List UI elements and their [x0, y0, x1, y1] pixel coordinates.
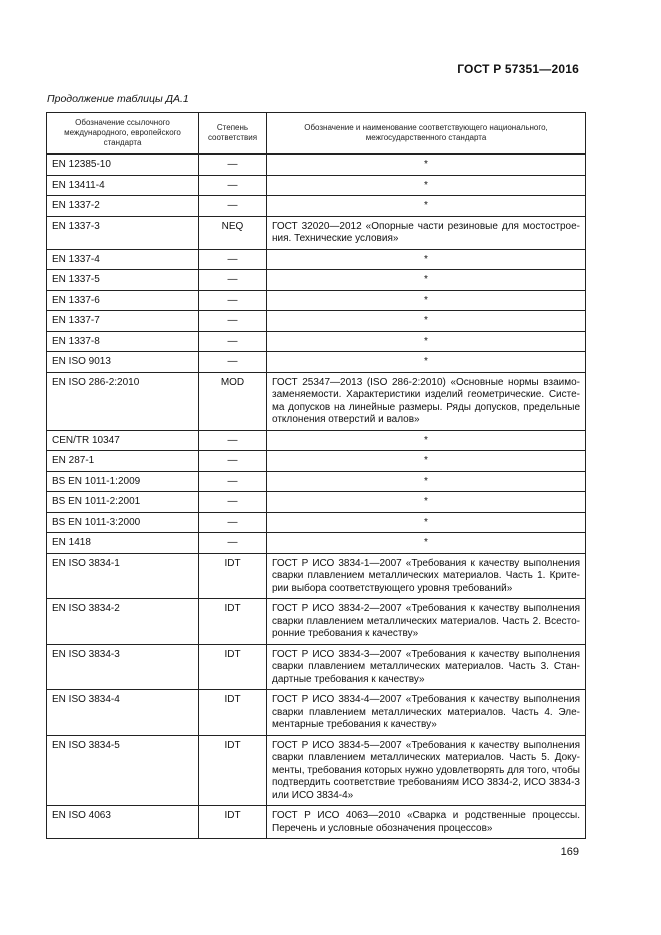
national-standard-cell: *	[267, 290, 586, 311]
table-header-row	[47, 113, 586, 155]
national-standard-cell: *	[267, 533, 586, 554]
reference-standard-cell: EN 1337-7	[47, 311, 199, 332]
reference-standard-cell: EN 13411-4	[47, 175, 199, 196]
table-row	[47, 196, 586, 217]
table-row	[47, 331, 586, 352]
table-row	[47, 430, 586, 451]
reference-standard-cell: CEN/TR 10347	[47, 430, 199, 451]
standards-table	[46, 112, 586, 839]
reference-standard-cell: EN ISO 4063	[47, 806, 199, 839]
reference-standard-cell: EN ISO 9013	[47, 352, 199, 373]
table-row	[47, 249, 586, 270]
national-standard-cell: ГОСТ Р ИСО 3834-4—2007 «Требования к качеству выполнения сварки плавлением металлических материалов. Часть 4. Эле-ментарные требования к качеству»	[267, 690, 586, 736]
table-row	[47, 372, 586, 430]
page-number: 169	[560, 846, 579, 858]
reference-standard-cell: EN 1337-3	[47, 216, 199, 249]
table-row	[47, 154, 586, 175]
table-caption: Продолжение таблицы ДА.1	[47, 93, 189, 105]
table-row	[47, 553, 586, 599]
degree-cell: MOD	[199, 372, 267, 430]
degree-cell: —	[199, 512, 267, 533]
table-row	[47, 492, 586, 513]
national-standard-cell: ГОСТ Р ИСО 3834-2—2007 «Требования к качеству выполнения сварки плавлением металлических материалов. Часть 2. Всесто-ронние требования к качеству»	[267, 599, 586, 645]
national-standard-cell: *	[267, 451, 586, 472]
national-standard-cell: ГОСТ Р ИСО 4063—2010 «Сварка и родственные процессы. Перечень и условные обозначения процессов»	[267, 806, 586, 839]
table-row	[47, 690, 586, 736]
national-standard-cell: *	[267, 270, 586, 291]
table-row	[47, 216, 586, 249]
reference-standard-cell: EN 1337-5	[47, 270, 199, 291]
table-row	[47, 806, 586, 839]
reference-standard-cell: BS EN 1011-1:2009	[47, 471, 199, 492]
national-standard-cell: *	[267, 331, 586, 352]
national-standard-cell: ГОСТ 25347—2013 (ISO 286-2:2010) «Основные нормы взаимо-заменяемости. Характеристики изделий геометрические. Систе-ма допусков на линейные размеры. Ряды допусков, предельные отклонения отверстий и валов»	[267, 372, 586, 430]
table-row	[47, 599, 586, 645]
national-standard-cell: *	[267, 196, 586, 217]
national-standard-cell: *	[267, 154, 586, 175]
national-standard-cell: *	[267, 471, 586, 492]
reference-standard-cell: EN ISO 3834-4	[47, 690, 199, 736]
reference-standard-cell: EN 1337-8	[47, 331, 199, 352]
national-standard-cell: *	[267, 175, 586, 196]
degree-cell: —	[199, 451, 267, 472]
document-code: ГОСТ Р 57351—2016	[457, 62, 579, 76]
table-row	[47, 644, 586, 690]
reference-standard-cell: EN ISO 3834-2	[47, 599, 199, 645]
degree-cell: IDT	[199, 644, 267, 690]
degree-cell: —	[199, 175, 267, 196]
degree-cell: —	[199, 471, 267, 492]
national-standard-cell: ГОСТ Р ИСО 3834-3—2007 «Требования к качеству выполнения сварки плавлением металлических материалов. Часть 3. Стан-дартные требования к качеству»	[267, 644, 586, 690]
table-body	[47, 154, 586, 839]
degree-cell: —	[199, 430, 267, 451]
national-standard-cell: *	[267, 249, 586, 270]
national-standard-cell: ГОСТ Р ИСО 3834-5—2007 «Требования к качеству выполнения сварки плавлением металлических материалов. Часть 5. Доку-менты, требования которых нужно удовлетворять для того, чтобы подтвердить соответствие требованиям ИСО 3834-2, ИСО 3834-3 или ИСО 3834-4»	[267, 735, 586, 806]
table-row	[47, 311, 586, 332]
national-standard-cell: ГОСТ Р ИСО 3834-1—2007 «Требования к качеству выполнения сварки плавлением металлических материалов. Часть 1. Крите-рии выбора соответствующего уровня требований»	[267, 553, 586, 599]
degree-cell: —	[199, 196, 267, 217]
national-standard-cell: *	[267, 311, 586, 332]
column-header-reference: Обозначение ссылочного международного, европейского стандарта	[47, 113, 199, 155]
reference-standard-cell: EN ISO 3834-1	[47, 553, 199, 599]
degree-cell: —	[199, 492, 267, 513]
reference-standard-cell: EN 1418	[47, 533, 199, 554]
reference-standard-cell: EN 12385-10	[47, 154, 199, 175]
reference-standard-cell: EN 1337-4	[47, 249, 199, 270]
reference-standard-cell: BS EN 1011-2:2001	[47, 492, 199, 513]
degree-cell: IDT	[199, 690, 267, 736]
degree-cell: —	[199, 290, 267, 311]
degree-cell: —	[199, 331, 267, 352]
degree-cell: —	[199, 352, 267, 373]
degree-cell: IDT	[199, 735, 267, 806]
degree-cell: IDT	[199, 599, 267, 645]
degree-cell: —	[199, 249, 267, 270]
national-standard-cell: *	[267, 430, 586, 451]
table-row	[47, 451, 586, 472]
reference-standard-cell: EN ISO 3834-5	[47, 735, 199, 806]
reference-standard-cell: EN ISO 286-2:2010	[47, 372, 199, 430]
national-standard-cell: *	[267, 492, 586, 513]
table-row	[47, 735, 586, 806]
national-standard-cell: ГОСТ 32020—2012 «Опорные части резиновые для мостострое-ния. Технические условия»	[267, 216, 586, 249]
table-row	[47, 270, 586, 291]
degree-cell: NEQ	[199, 216, 267, 249]
degree-cell: —	[199, 154, 267, 175]
national-standard-cell: *	[267, 512, 586, 533]
degree-cell: IDT	[199, 553, 267, 599]
degree-cell: —	[199, 311, 267, 332]
table-row	[47, 290, 586, 311]
degree-cell: —	[199, 270, 267, 291]
reference-standard-cell: EN ISO 3834-3	[47, 644, 199, 690]
degree-cell: IDT	[199, 806, 267, 839]
table-row	[47, 533, 586, 554]
degree-cell: —	[199, 533, 267, 554]
table-row	[47, 352, 586, 373]
reference-standard-cell: EN 1337-6	[47, 290, 199, 311]
reference-standard-cell: EN 287-1	[47, 451, 199, 472]
reference-standard-cell: EN 1337-2	[47, 196, 199, 217]
table-row	[47, 175, 586, 196]
column-header-degree: Степень соответствия	[199, 113, 267, 155]
national-standard-cell: *	[267, 352, 586, 373]
table-row	[47, 512, 586, 533]
table-row	[47, 471, 586, 492]
reference-standard-cell: BS EN 1011-3:2000	[47, 512, 199, 533]
column-header-national: Обозначение и наименование соответствующего национального, межгосударственного стандарта	[267, 113, 586, 155]
